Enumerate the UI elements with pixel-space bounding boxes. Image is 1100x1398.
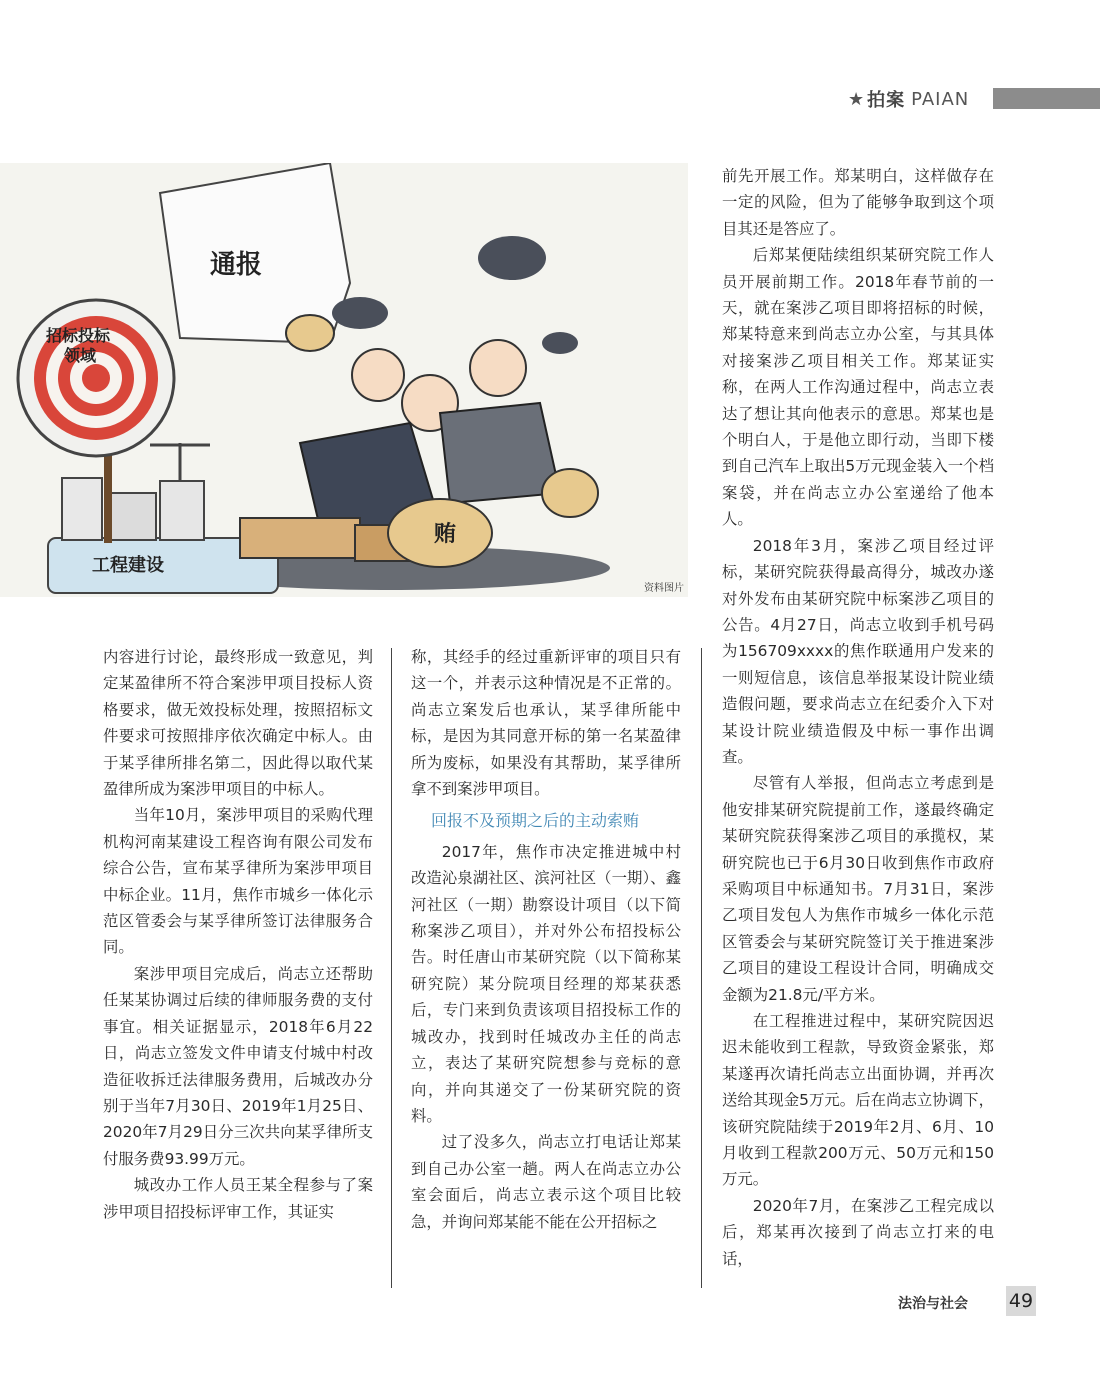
target-label-line1: 招标投标 <box>46 326 111 345</box>
notice-text: 通报 <box>210 250 263 280</box>
section-title-cn: 拍案 <box>867 90 906 111</box>
section-header <box>848 84 969 114</box>
paragraph: 尽管有人举报，但尚志立考虑到是他安排某研究院提前工作，遂最终确定某研究院获得案涉乙项目的承揽权，某研究院也已于6月30日收到焦作市政府采购项目中标通知书。7月31日，案涉乙项目发包人为焦作市城乡一体化示范区管委会与某研究院签订关于推进案涉乙项目的建设工程设计合同，明确成交金额为21.8元/平方米。 <box>722 774 994 1004</box>
article-column-middle <box>411 644 681 1235</box>
section-title-en: PAIAN <box>911 88 970 110</box>
paragraph: 当年10月，案涉甲项目的采购代理机构河南某建设工程咨询有限公司发布综合公告，宣布某孚律所为案涉甲项目中标企业。11月，焦作市城乡一体化示范区管委会与某孚律所签订法律服务合同。 <box>103 806 373 957</box>
image-caption: 资料图片 <box>644 583 684 594</box>
paragraph: 城改办工作人员王某全程参与了案涉甲项目招投标评审工作，其证实 <box>103 1176 373 1221</box>
article-column-right <box>722 163 994 1272</box>
paragraph: 称，其经手的经过重新评审的项目只有这一个，并表示这种情况是不正常的。尚志立案发后也承认，某孚律所能中标，是因为其同意开标的第一名某盈律所为废标，如果没有其帮助，某孚律所拿不到案涉甲项目。 <box>411 648 681 799</box>
column-divider <box>391 648 392 1288</box>
paragraph: 2018年3月，案涉乙项目经过评标，某研究院获得最高得分，城改办遂对外发布由某研究院中标案涉乙项目的公告。4月27日，尚志立收到手机号码为156709xxxx的焦作联通用户发来的一则短信息，该信息举报某设计院业绩造假问题，要求尚志立在纪委介入下对某设计院业绩造假及中标一事作出调查。 <box>722 536 994 766</box>
target-icon <box>18 300 174 456</box>
paragraph: 内容进行讨论，最终形成一致意见，判定某盈律所不符合案涉甲项目投标人资格要求，做无效投标处理，按照招标文件要求可按照排序依次确定中标人。由于某孚律所排名第二，因此得以取代某盈律所成为案涉甲项目的中标人。 <box>103 648 373 799</box>
journal-name: 法治与社会 <box>898 1296 968 1312</box>
cartoon-illustration <box>0 163 688 597</box>
header-bar <box>993 88 1100 109</box>
article-column-left <box>103 644 373 1225</box>
base-label: 工程建设 <box>92 555 164 576</box>
star-icon: ★ <box>848 88 865 110</box>
bag-label: 贿 <box>434 522 457 547</box>
paragraph: 过了没多久，尚志立打电话让郑某到自己办公室一趟。两人在尚志立办公室会面后，尚志立表示这个项目比较急，并询问郑某能不能在公开招标之 <box>411 1133 681 1231</box>
paragraph: 在工程推进过程中，某研究院因迟迟未能收到工程款，导致资金紧张，郑某遂再次请托尚志立出面协调，并再次送给其现金5万元。后在尚志立协调下，该研究院陆续于2019年2月、6月、10月收到工程款200万元、50万元和150万元。 <box>722 1012 994 1189</box>
paragraph: 后郑某便陆续组织某研究院工作人员开展前期工作。2018年春节前的一天，就在案涉乙项目即将招标的时候，郑某特意来到尚志立办公室，与其具体对接案涉乙项目相关工作。郑某证实称，在两人工作沟通过程中，尚志立表达了想让其向他表示的意思。郑某也是个明白人，于是他立即行动，当即下楼到自己汽车上取出5万元现金装入一个档案袋，并在尚志立办公室递给了他本人。 <box>722 246 994 529</box>
paragraph: 前先开展工作。郑某明白，这样做存在一定的风险，但为了能够争取到这个项目其还是答应了。 <box>722 167 994 238</box>
section-subheading: 回报不及预期之后的主动索贿 <box>431 811 640 831</box>
page-number: 49 <box>1006 1286 1036 1316</box>
target-label-line2: 领域 <box>64 346 97 365</box>
paragraph: 2017年，焦作市决定推进城中村改造沁泉湖社区、滨河社区（一期）、鑫河社区（一期）勘察设计项目（以下简称案涉乙项目），并对外公布招投标公告。时任唐山市某研究院（以下简称某研究院）某分院项目经理的郑某获悉后，专门来到负责该项目招投标工作的城改办，找到时任城改办主任的尚志立，表达了某研究院想参与竞标的意向，并向其递交了一份某研究院的资料。 <box>411 842 681 1125</box>
paragraph: 2020年7月，在案涉乙工程完成以后，郑某再次接到了尚志立打来的电话， <box>722 1196 994 1268</box>
paragraph: 案涉甲项目完成后，尚志立还帮助任某某协调过后续的律师服务费的支付事宜。相关证据显示，2018年6月22日，尚志立签发文件申请支付城中村改造征收拆迁法律服务费用，后城改办分别于当年7月30日、2019年1月25日、2020年7月29日分三次共向某孚律所支付服务费93.99万元。 <box>103 964 373 1168</box>
column-divider <box>701 648 702 1288</box>
